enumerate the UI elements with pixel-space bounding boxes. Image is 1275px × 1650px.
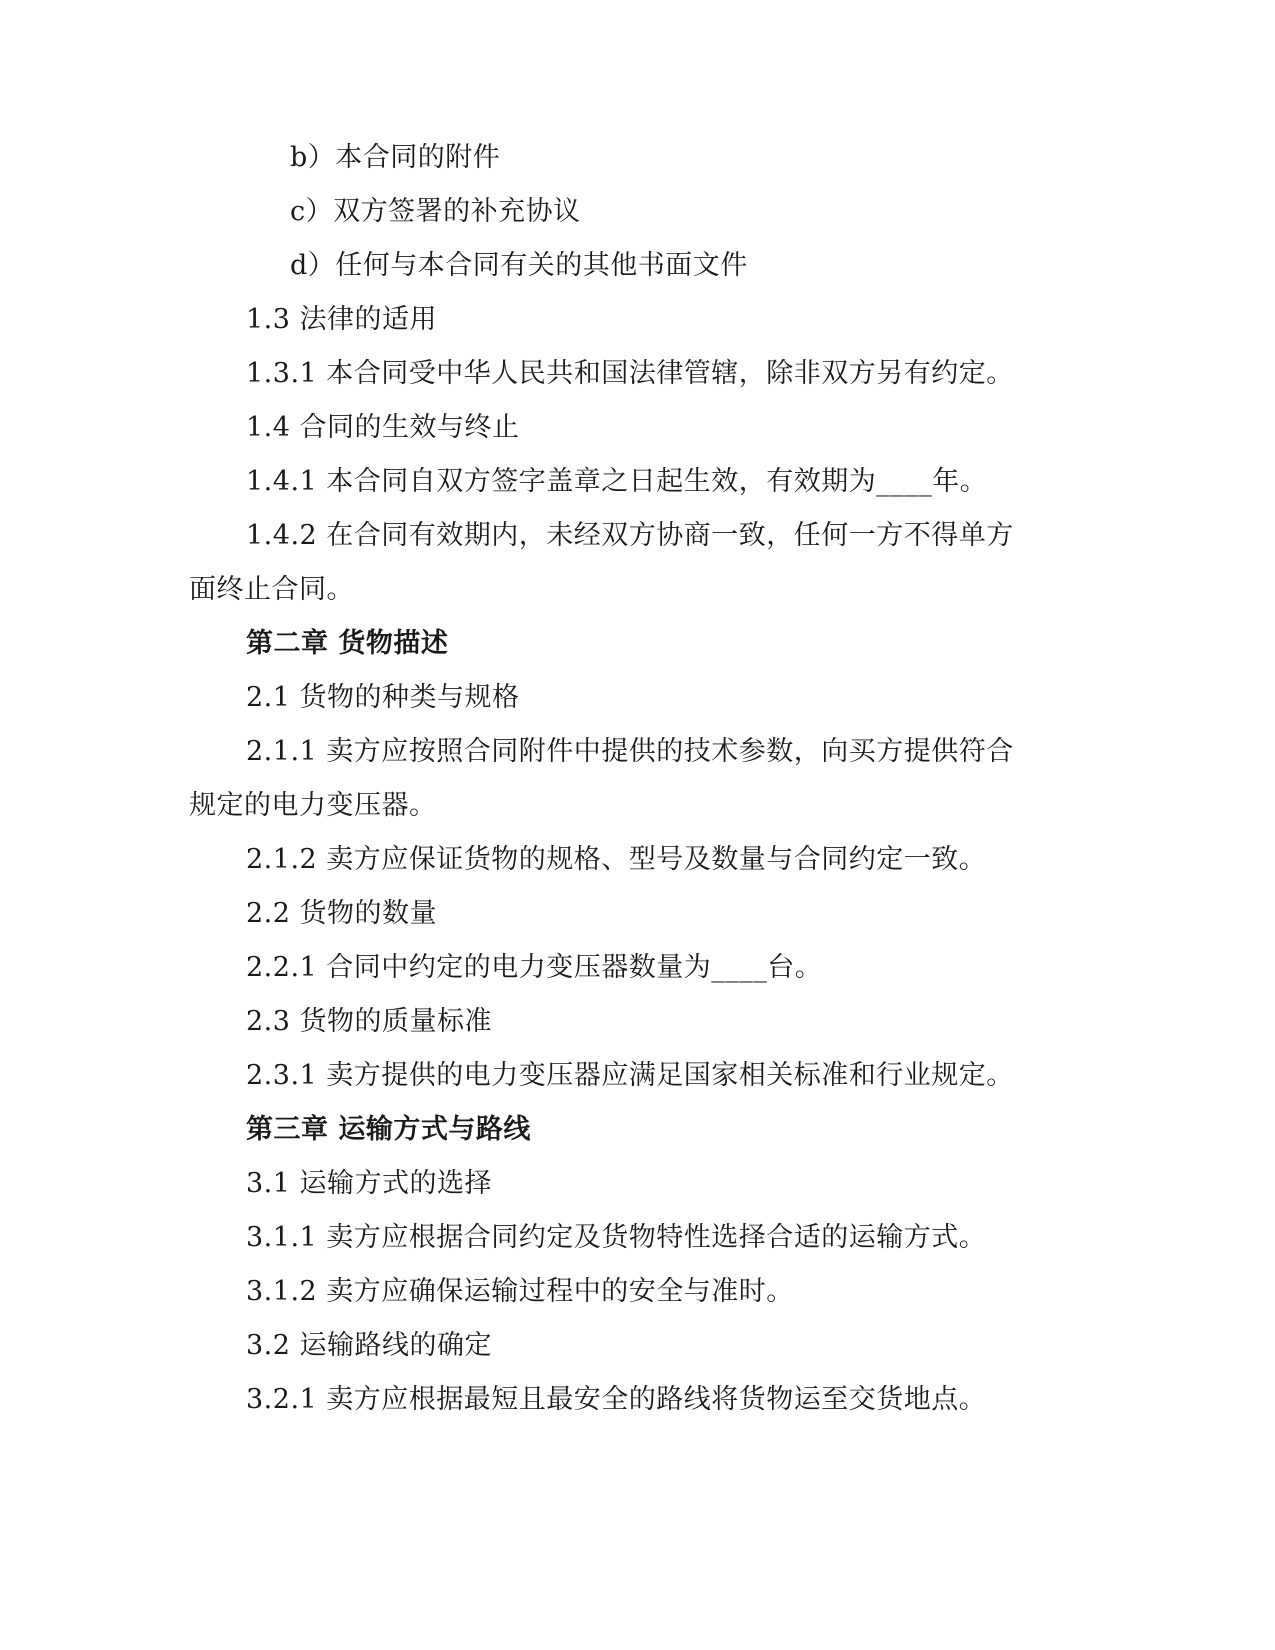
clause-3-1-2: 3.1.2 卖方应确保运输过程中的安全与准时。 [246,1276,794,1307]
clause-3-2-1: 3.2.1 卖方应根据最短且最安全的路线将货物运至交货地点。 [246,1384,987,1415]
clause-3-1-1: 3.1.1 卖方应根据合同约定及货物特性选择合适的运输方式。 [246,1222,987,1253]
section-heading-2-2: 2.2 货物的数量 [246,898,438,929]
chapter-heading-2: 第二章 货物描述 [246,628,449,659]
clause-2-1-1: 2.1.1 卖方应按照合同附件中提供的技术参数，向买方提供符合 [246,736,1014,767]
list-item-b: b）本合同的附件 [290,142,501,173]
list-item-c: c）双方签署的补充协议 [290,196,581,227]
section-heading-2-1: 2.1 货物的种类与规格 [246,682,520,713]
section-heading-1-3: 1.3 法律的适用 [246,304,438,335]
clause-1-4-2: 1.4.2 在合同有效期内，未经双方协商一致，任何一方不得单方 [246,520,1014,551]
section-heading-1-4: 1.4 合同的生效与终止 [246,412,520,443]
clause-2-1-1-continued: 规定的电力变压器。 [189,790,437,821]
section-heading-2-3: 2.3 货物的质量标准 [246,1006,493,1037]
clause-1-3-1: 1.3.1 本合同受中华人民共和国法律管辖，除非双方另有约定。 [246,358,1014,389]
clause-1-4-1: 1.4.1 本合同自双方签字盖章之日起生效，有效期为____年。 [246,466,988,497]
chapter-heading-3: 第三章 运输方式与路线 [246,1114,531,1145]
clause-2-1-2: 2.1.2 卖方应保证货物的规格、型号及数量与合同约定一致。 [246,844,987,875]
section-heading-3-2: 3.2 运输路线的确定 [246,1330,493,1361]
list-item-d: d）任何与本合同有关的其他书面文件 [290,250,748,281]
clause-2-3-1: 2.3.1 卖方提供的电力变压器应满足国家相关标准和行业规定。 [246,1060,1014,1091]
clause-1-4-2-continued: 面终止合同。 [189,574,354,605]
section-heading-3-1: 3.1 运输方式的选择 [246,1168,493,1199]
clause-2-2-1: 2.2.1 合同中约定的电力变压器数量为____台。 [246,952,823,983]
